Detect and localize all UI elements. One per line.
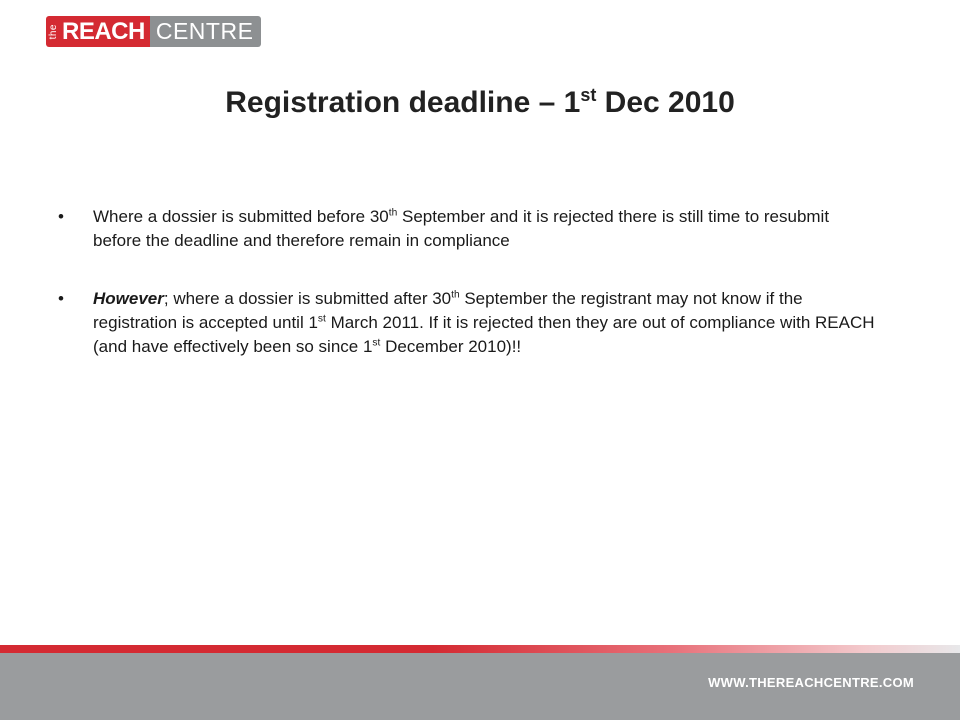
bullet-text-part: Where a dossier is submitted before 30 (93, 207, 389, 226)
logo-centre: CENTRE (150, 16, 262, 47)
bullet-sup: th (451, 289, 460, 301)
bullet-sup: th (388, 207, 398, 219)
footer-url: WWW.THEREACHCENTRE.COM (708, 675, 914, 690)
slide-title (0, 86, 960, 120)
bullet-sup: st (317, 313, 326, 325)
bullet-marker: • (58, 289, 64, 308)
logo-red-block (46, 16, 150, 47)
bullet-text (93, 287, 878, 359)
logo-reach: REACH (62, 17, 145, 45)
title-sup: st (580, 85, 597, 105)
bullet-marker: • (58, 207, 64, 226)
bullet-text-part: March 2011. If it is rejected then they are out of compliance with REACH (and have effectively been so since 1 (93, 313, 875, 356)
logo-the: the (48, 23, 59, 40)
bullet-sup: st (372, 337, 381, 349)
bullet-text-part: ; where a dossier is submitted after 30 (163, 289, 452, 308)
bullet-text (93, 205, 878, 253)
bullet-item (58, 287, 878, 359)
bullet-emphasis: However (93, 289, 164, 308)
footer-accent-line (0, 645, 960, 653)
footer-bar (0, 653, 960, 720)
bullet-item (58, 205, 878, 253)
title-end: Dec 2010 (596, 86, 735, 119)
title-main: Registration deadline – 1 (225, 86, 581, 119)
bullet-text-part: September the registrant may not know if the registration is accepted until 1 (93, 289, 803, 332)
slide-content (58, 205, 878, 393)
bullet-text-part: December 2010)!! (380, 337, 522, 356)
logo (46, 16, 261, 47)
bullet-text-part: September and it is rejected there is still time to resubmit before the deadline and therefore remain in compliance (93, 207, 830, 250)
